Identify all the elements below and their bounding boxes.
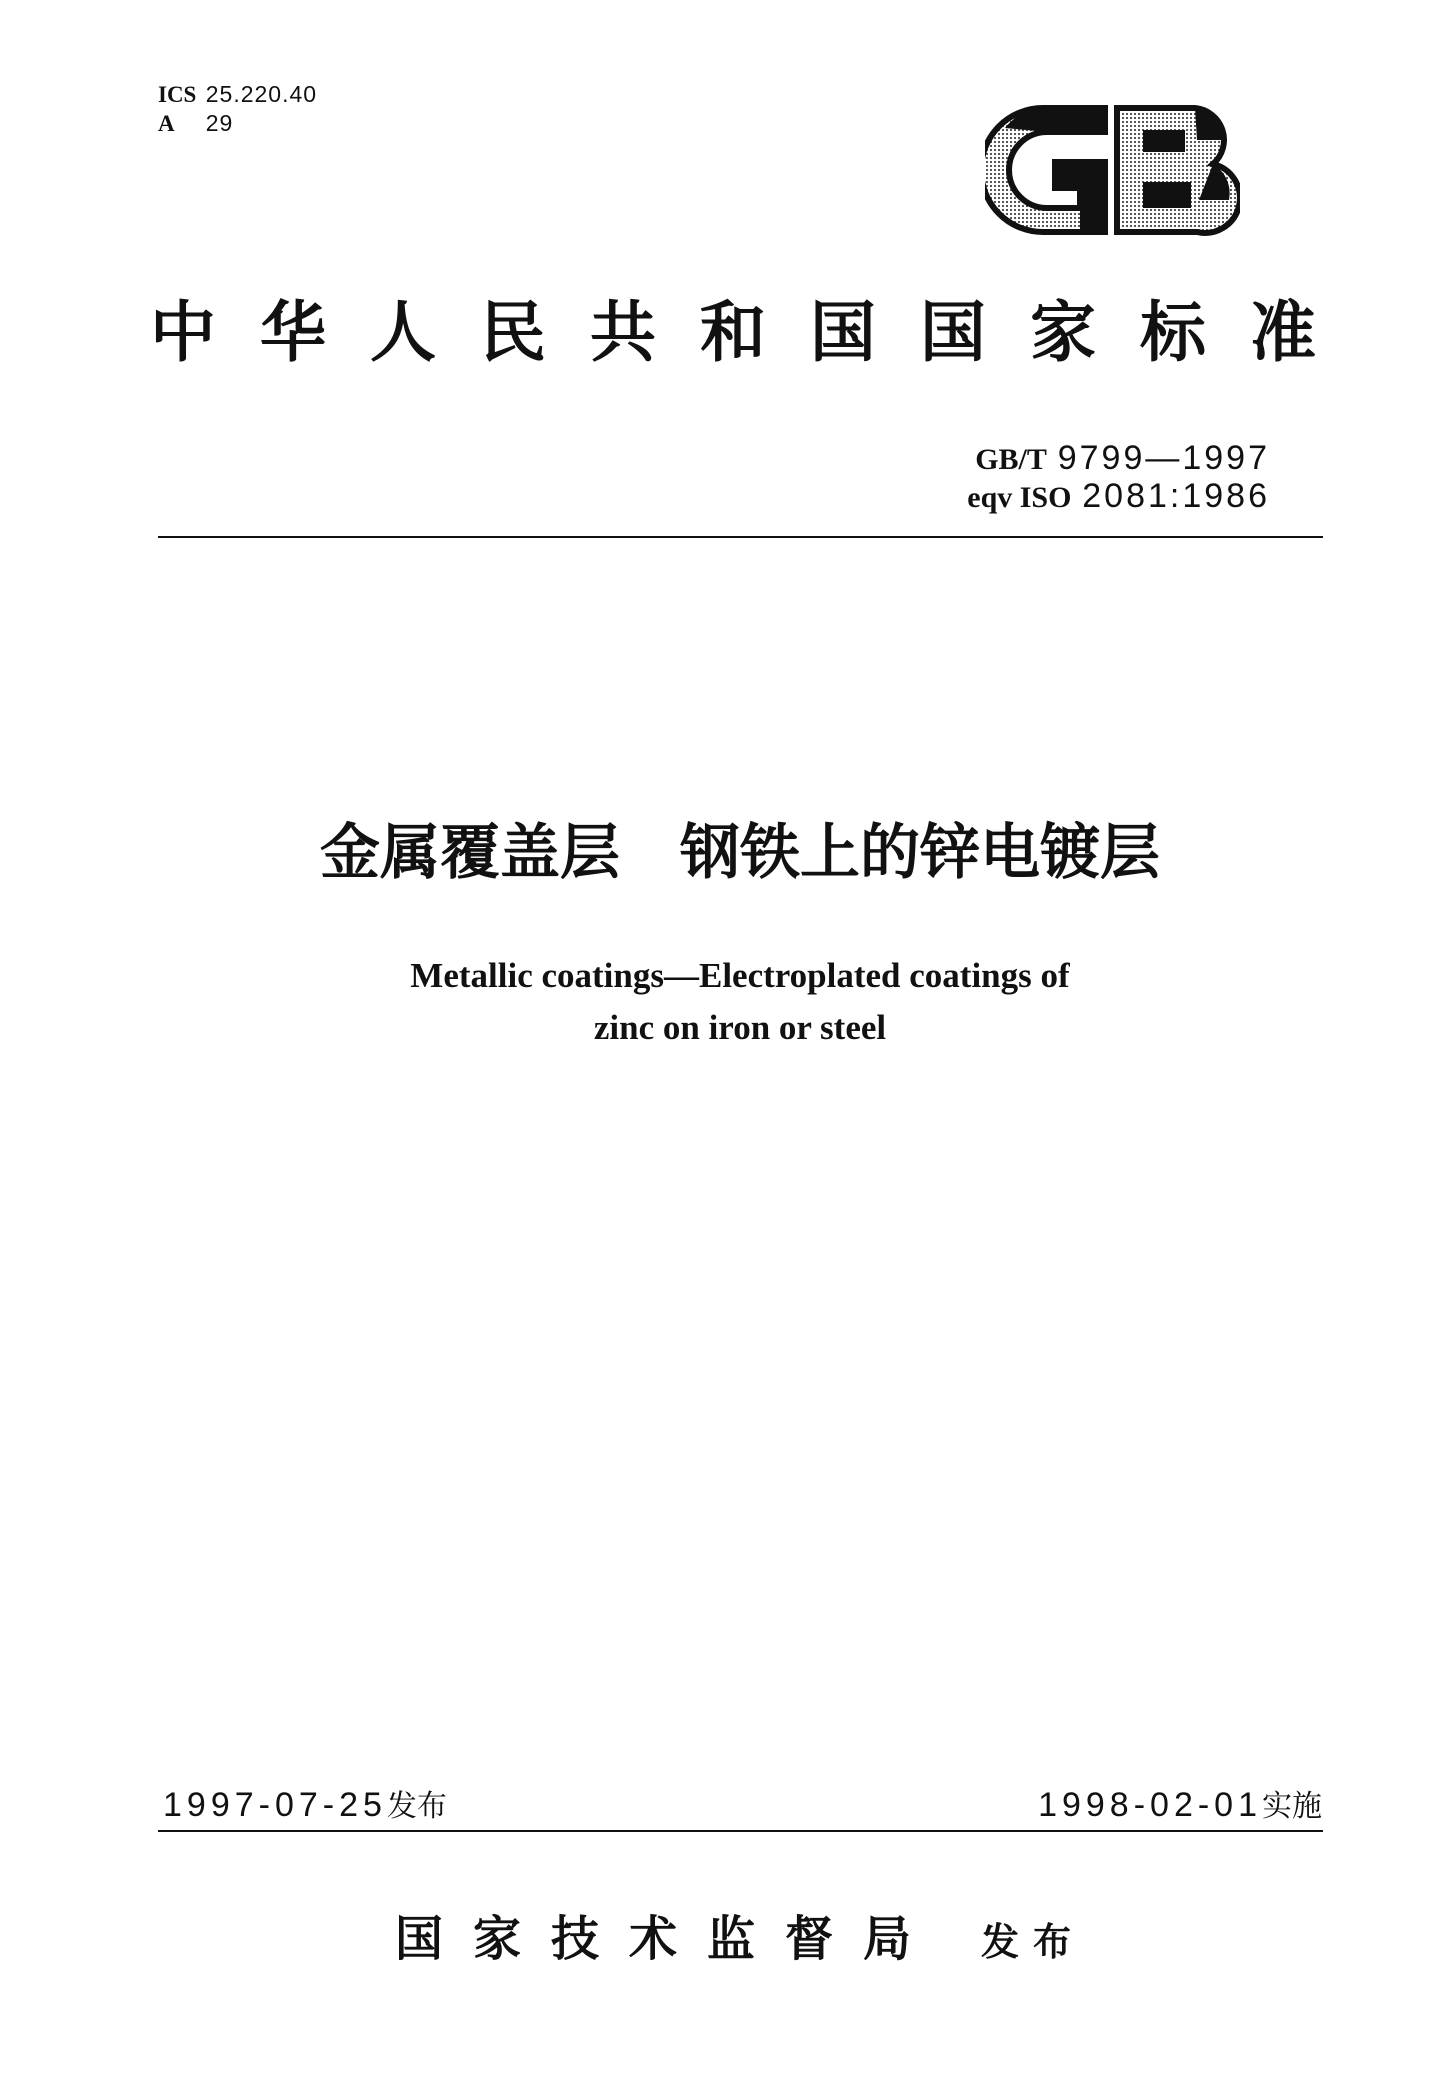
ics-value: 25.220.40 [205, 81, 318, 107]
title-english [150, 950, 1330, 1054]
equivalent-prefix: eqv ISO [967, 481, 1072, 514]
equivalent-number: 2081:1986 [1082, 477, 1270, 515]
issued-date-suffix: 发布 [386, 1789, 447, 1824]
effective-date [1038, 1783, 1322, 1829]
header-divider [158, 536, 1323, 538]
effective-date-suffix: 实施 [1262, 1789, 1322, 1824]
title-english-line-2: zinc on iron or steel [593, 1008, 887, 1047]
standard-number [967, 440, 1270, 478]
ics-label: ICS [158, 82, 197, 107]
issuer-name: 国家技术监督局 [394, 1911, 941, 1967]
ccs-value: 29 [205, 110, 234, 136]
standard-code-number: 9799—1997 [1057, 439, 1270, 477]
gb-logo-icon [985, 100, 1240, 240]
ccs-label: A [158, 111, 175, 136]
classification-block [158, 80, 317, 138]
effective-date-value: 1998-02-01 [1038, 1786, 1262, 1824]
equivalent-standard [967, 478, 1270, 516]
title-chinese: 金属覆盖层 钢铁上的锌电镀层 [320, 818, 1160, 888]
title-english-line-1: Metallic coatings—Electroplated coatings of [410, 956, 1070, 995]
issued-date [163, 1783, 447, 1829]
national-standard-heading: 中华人民共和国国家标准 [150, 293, 1360, 371]
ics-line [158, 80, 317, 109]
issuer-action: 发布 [981, 1919, 1086, 1964]
standard-code-block [967, 440, 1270, 516]
ccs-line [158, 109, 317, 138]
issued-date-value: 1997-07-25 [163, 1786, 387, 1824]
issuer-line [150, 1900, 1330, 1969]
standard-code-prefix: GB/T [975, 443, 1047, 476]
footer-divider [158, 1830, 1323, 1832]
